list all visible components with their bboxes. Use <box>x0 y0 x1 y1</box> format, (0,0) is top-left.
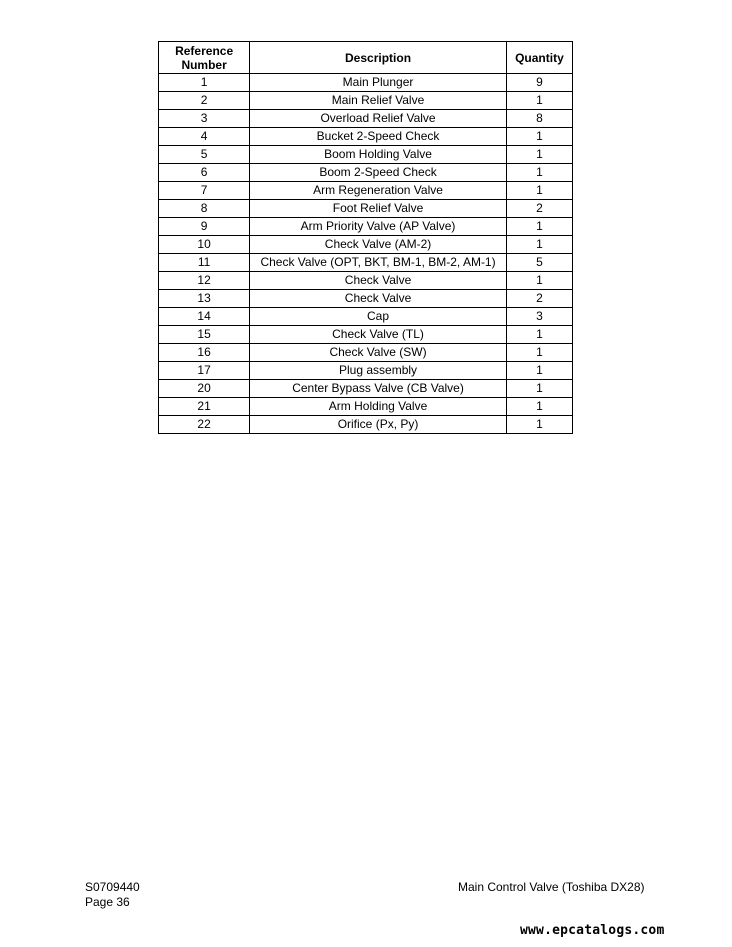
reference-cell: 3 <box>159 110 250 128</box>
reference-cell: 6 <box>159 164 250 182</box>
description-cell: Bucket 2-Speed Check <box>250 128 507 146</box>
reference-cell: 7 <box>159 182 250 200</box>
table-row <box>159 308 573 326</box>
reference-cell: 4 <box>159 128 250 146</box>
reference-cell: 5 <box>159 146 250 164</box>
description-cell: Foot Relief Valve <box>250 200 507 218</box>
description-cell: Overload Relief Valve <box>250 110 507 128</box>
table-row <box>159 380 573 398</box>
table-row <box>159 290 573 308</box>
header-quantity: Quantity <box>506 42 572 74</box>
header-description: Description <box>250 42 507 74</box>
quantity-cell: 1 <box>506 236 572 254</box>
quantity-cell: 8 <box>506 110 572 128</box>
table-row <box>159 416 573 434</box>
quantity-cell: 2 <box>506 290 572 308</box>
header-reference-number <box>159 42 250 74</box>
quantity-cell: 1 <box>506 182 572 200</box>
quantity-cell: 1 <box>506 218 572 236</box>
reference-cell: 15 <box>159 326 250 344</box>
quantity-cell: 1 <box>506 362 572 380</box>
quantity-cell: 1 <box>506 416 572 434</box>
table-row <box>159 272 573 290</box>
quantity-cell: 3 <box>506 308 572 326</box>
reference-cell: 14 <box>159 308 250 326</box>
table-row <box>159 344 573 362</box>
quantity-cell: 1 <box>506 398 572 416</box>
quantity-cell: 1 <box>506 146 572 164</box>
watermark-link[interactable]: www.epcatalogs.com <box>520 923 665 938</box>
quantity-cell: 1 <box>506 272 572 290</box>
table-row <box>159 146 573 164</box>
document-number: S0709440 <box>85 880 140 894</box>
description-cell: Center Bypass Valve (CB Valve) <box>250 380 507 398</box>
quantity-cell: 1 <box>506 92 572 110</box>
quantity-cell: 5 <box>506 254 572 272</box>
reference-cell: 11 <box>159 254 250 272</box>
table-row <box>159 326 573 344</box>
description-cell: Boom 2-Speed Check <box>250 164 507 182</box>
reference-cell: 10 <box>159 236 250 254</box>
description-cell: Arm Holding Valve <box>250 398 507 416</box>
header-reference-line1: Reference <box>175 43 234 58</box>
reference-cell: 9 <box>159 218 250 236</box>
description-cell: Boom Holding Valve <box>250 146 507 164</box>
table-row <box>159 236 573 254</box>
page-number: Page 36 <box>85 895 130 909</box>
table-row <box>159 200 573 218</box>
description-cell: Orifice (Px, Py) <box>250 416 507 434</box>
table-row <box>159 182 573 200</box>
quantity-cell: 1 <box>506 164 572 182</box>
description-cell: Check Valve (AM-2) <box>250 236 507 254</box>
description-cell: Main Relief Valve <box>250 92 507 110</box>
description-cell: Arm Priority Valve (AP Valve) <box>250 218 507 236</box>
quantity-cell: 1 <box>506 380 572 398</box>
reference-cell: 2 <box>159 92 250 110</box>
header-row <box>159 42 573 74</box>
reference-cell: 1 <box>159 74 250 92</box>
footer-left <box>85 880 140 910</box>
quantity-cell: 2 <box>506 200 572 218</box>
reference-cell: 22 <box>159 416 250 434</box>
quantity-cell: 1 <box>506 326 572 344</box>
table-row <box>159 92 573 110</box>
description-cell: Plug assembly <box>250 362 507 380</box>
table-body <box>159 74 573 434</box>
table-row <box>159 110 573 128</box>
reference-cell: 17 <box>159 362 250 380</box>
quantity-cell: 9 <box>506 74 572 92</box>
header-reference-line2: Number <box>181 57 227 72</box>
reference-cell: 8 <box>159 200 250 218</box>
footer-title: Main Control Valve (Toshiba DX28) <box>458 880 645 894</box>
reference-cell: 13 <box>159 290 250 308</box>
quantity-cell: 1 <box>506 128 572 146</box>
description-cell: Check Valve <box>250 272 507 290</box>
reference-cell: 20 <box>159 380 250 398</box>
reference-cell: 16 <box>159 344 250 362</box>
table-row <box>159 128 573 146</box>
table-row <box>159 74 573 92</box>
description-cell: Check Valve (OPT, BKT, BM-1, BM-2, AM-1) <box>250 254 507 272</box>
parts-table <box>158 41 573 434</box>
reference-cell: 21 <box>159 398 250 416</box>
table-row <box>159 254 573 272</box>
reference-cell: 12 <box>159 272 250 290</box>
quantity-cell: 1 <box>506 344 572 362</box>
description-cell: Arm Regeneration Valve <box>250 182 507 200</box>
description-cell: Check Valve (SW) <box>250 344 507 362</box>
table-row <box>159 362 573 380</box>
description-cell: Cap <box>250 308 507 326</box>
description-cell: Check Valve (TL) <box>250 326 507 344</box>
table-row <box>159 164 573 182</box>
table-header <box>159 42 573 74</box>
table-row <box>159 398 573 416</box>
description-cell: Main Plunger <box>250 74 507 92</box>
table-row <box>159 218 573 236</box>
description-cell: Check Valve <box>250 290 507 308</box>
